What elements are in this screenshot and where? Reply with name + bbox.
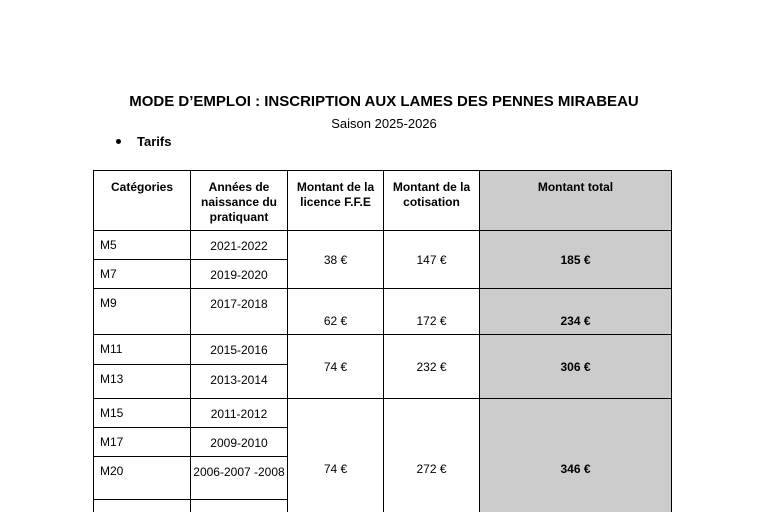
category-cell: M20 bbox=[94, 457, 191, 500]
licence-amount-cell: 74 € bbox=[288, 399, 384, 512]
cotisation-amount-cell: 147 € bbox=[384, 231, 480, 289]
category-cell: M9 bbox=[94, 289, 191, 335]
birth-years-cell: 2006-2007 -2008 bbox=[191, 457, 288, 500]
table-row bbox=[94, 399, 672, 428]
table-row bbox=[94, 335, 672, 365]
birth-years-cell: 2021-2022 bbox=[191, 231, 288, 260]
licence-amount-cell: 74 € bbox=[288, 335, 384, 399]
birth-years-cell: 2009-2010 bbox=[191, 428, 288, 457]
birth-years-cell bbox=[191, 500, 288, 512]
bullet-dot-icon bbox=[116, 139, 121, 144]
total-amount-cell: 306 € bbox=[480, 335, 672, 399]
category-cell bbox=[94, 500, 191, 512]
header-montant-total: Montant total bbox=[480, 171, 672, 231]
category-cell: M5 bbox=[94, 231, 191, 260]
birth-years-cell: 2013-2014 bbox=[191, 365, 288, 399]
table-header-row bbox=[94, 171, 672, 231]
total-amount-cell: 185 € bbox=[480, 231, 672, 289]
document-title: MODE D’EMPLOI : INSCRIPTION AUX LAMES DES PENNES MIRABEAU bbox=[129, 93, 639, 110]
header-categories: Catégories bbox=[94, 171, 191, 231]
category-cell: M7 bbox=[94, 260, 191, 289]
licence-amount-cell: 38 € bbox=[288, 231, 384, 289]
table-row bbox=[94, 289, 672, 335]
table-row bbox=[94, 231, 672, 260]
tarifs-table bbox=[93, 170, 672, 512]
section-heading-tarifs bbox=[116, 134, 171, 149]
header-annees-naissance: Années de naissance du pratiquant bbox=[191, 171, 288, 231]
category-cell: M13 bbox=[94, 365, 191, 399]
category-cell: M17 bbox=[94, 428, 191, 457]
total-amount-cell: 346 € bbox=[480, 399, 672, 512]
licence-amount-cell: 62 € bbox=[288, 289, 384, 335]
header-montant-licence: Montant de la licence F.F.E bbox=[288, 171, 384, 231]
cotisation-amount-cell: 172 € bbox=[384, 289, 480, 335]
category-cell: M11 bbox=[94, 335, 191, 365]
birth-years-cell: 2017-2018 bbox=[191, 289, 288, 335]
cotisation-amount-cell: 232 € bbox=[384, 335, 480, 399]
birth-years-cell: 2015-2016 bbox=[191, 335, 288, 365]
birth-years-cell: 2011-2012 bbox=[191, 399, 288, 428]
birth-years-cell: 2019-2020 bbox=[191, 260, 288, 289]
section-heading-label: Tarifs bbox=[137, 134, 172, 149]
season-subtitle: Saison 2025-2026 bbox=[331, 116, 437, 131]
header-montant-cotisation: Montant de la cotisation bbox=[384, 171, 480, 231]
cotisation-amount-cell: 272 € bbox=[384, 399, 480, 512]
category-cell: M15 bbox=[94, 399, 191, 428]
total-amount-cell: 234 € bbox=[480, 289, 672, 335]
